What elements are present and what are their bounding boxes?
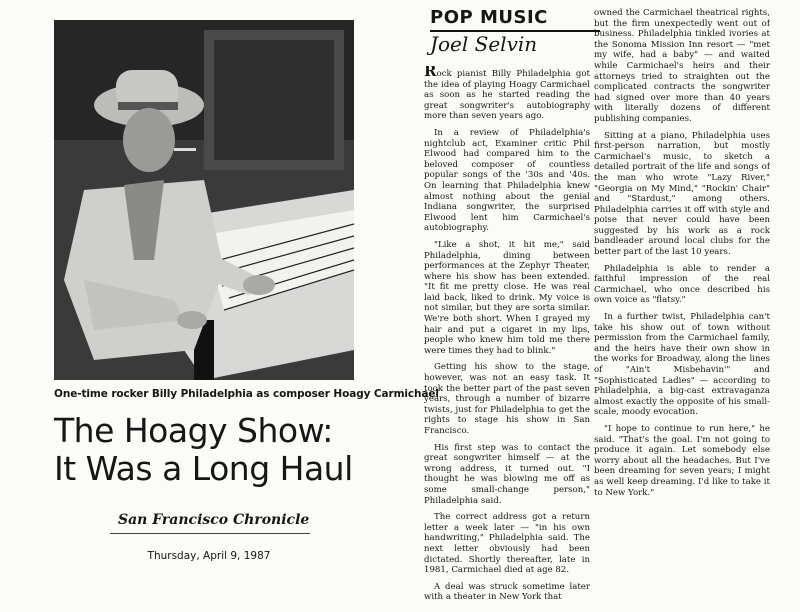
byline: Joel Selvin <box>430 32 538 56</box>
photo-billy-philadelphia <box>54 20 354 380</box>
paragraph: "Like a shot, it hit me," said Philadelphia, dining between performances at the Zephyr Theater, where his show has been extended. "It fit me pretty close. He was real laid back, liked to drink. My voice is not similar, but they are sorta similar. We're both short. When I grayed my hair and put a cigaret in my lips, people who knew him told me there were times they had to blink." <box>424 239 590 356</box>
headline <box>54 412 374 488</box>
headline-line-1: The Hoagy Show: <box>54 411 333 450</box>
paragraph: Getting his show to the stage, however, was not an easy task. It took the better part of the past seven years, through a number of bizarre twists, just for Philadelphia to get the rights to stage his show in San Francisco. <box>424 362 590 436</box>
publication-date: Thursday, April 9, 1987 <box>147 550 271 562</box>
paragraph: His first step was to contact the great songwriter himself — at the wrong address, it turned out. "I thought he was blowing me off as some small-change person," Philadelphia said. <box>424 442 590 506</box>
paragraph <box>424 66 590 122</box>
paragraph-text: ock pianist Billy Philadelphia got the idea of playing Hoagy Carmichael as soon as he started reading the great songwriter's autobiography more than seven years ago. <box>424 69 590 122</box>
paragraph: In a further twist, Philadelphia can't take his show out of town without permission from the Carmichael family, and the heirs have their own show in the works for Broadway, along the lines of "Ain't Misbehavin'" and "Sophisticated Ladies" — according to Philadelphia, a big-cast extravaganza almost exactly the opposite of his small-scale, moody evocation. <box>594 312 770 418</box>
article-column-2 <box>594 8 770 508</box>
section-title: POP MUSIC <box>430 7 548 28</box>
paragraph: A deal was struck sometime later with a theater in New York that <box>424 581 590 603</box>
newspaper-name: San Francisco Chronicle <box>118 512 310 528</box>
paragraph: Sitting at a piano, Philadelphia uses first-person narration, but mostly Carmichael's music, to sketch a detailed portrait of the life and songs of the man who wrote "Lazy River," "Georgia on My Mind," "Rockin' Chair" and "Stardust," among others. Philadelphia carries it off with style and poise that never could have been suggested by his work as a rock bandleader around local clubs for the better part of the last 10 years. <box>594 130 770 258</box>
masthead-rule <box>110 533 310 534</box>
paragraph: owned the Carmichael theatrical rights, but the firm unexpectedly went out of business. Philadelphia tinkled ivories at the Sonoma Mission Inn resort — "met my wife, had a baby" — and waited while Carmichael's heirs and their attorneys tried to straighten out the complicated contracts the songwriter had signed over more than 40 years with literally dozens of different publishing companies. <box>594 8 770 124</box>
column-header <box>430 8 590 55</box>
photo-caption: One-time rocker Billy Philadelphia as composer Hoagy Carmichael <box>54 388 439 400</box>
paragraph: Philadelphia is able to render a faithful impression of the real Carmichael, who once described his own voice as "flatsy." <box>594 263 770 306</box>
paragraph: "I hope to continue to run here," he said. "That's the goal. I'm not going to produce it again. Let somebody else worry about all the headaches. But I've been dreaming for seven years; I might as well keep dreaming. I'd like to take it to New York." <box>594 423 770 498</box>
article-column-1 <box>424 66 590 606</box>
paragraph: In a review of Philadelphia's nightclub act, Examiner critic Phil Elwood had compared him to the beloved composer of countless popular songs of the '30s and '40s. On learning that Philadelphia knew almost nothing about the genial Indiana songwriter, the surprised Elwood lent him Carmichael's autobiography. <box>424 127 590 234</box>
piano-player-image <box>54 20 354 380</box>
headline-line-2: It Was a Long Haul <box>54 449 353 488</box>
paragraph: The correct address got a return letter a week later — "in his own handwriting," Philadelphia said. The next letter obviously had been dictated. Shortly thereafter, late in 1981, Carmichael died at age 82. <box>424 512 590 576</box>
drop-cap: R <box>424 66 437 80</box>
